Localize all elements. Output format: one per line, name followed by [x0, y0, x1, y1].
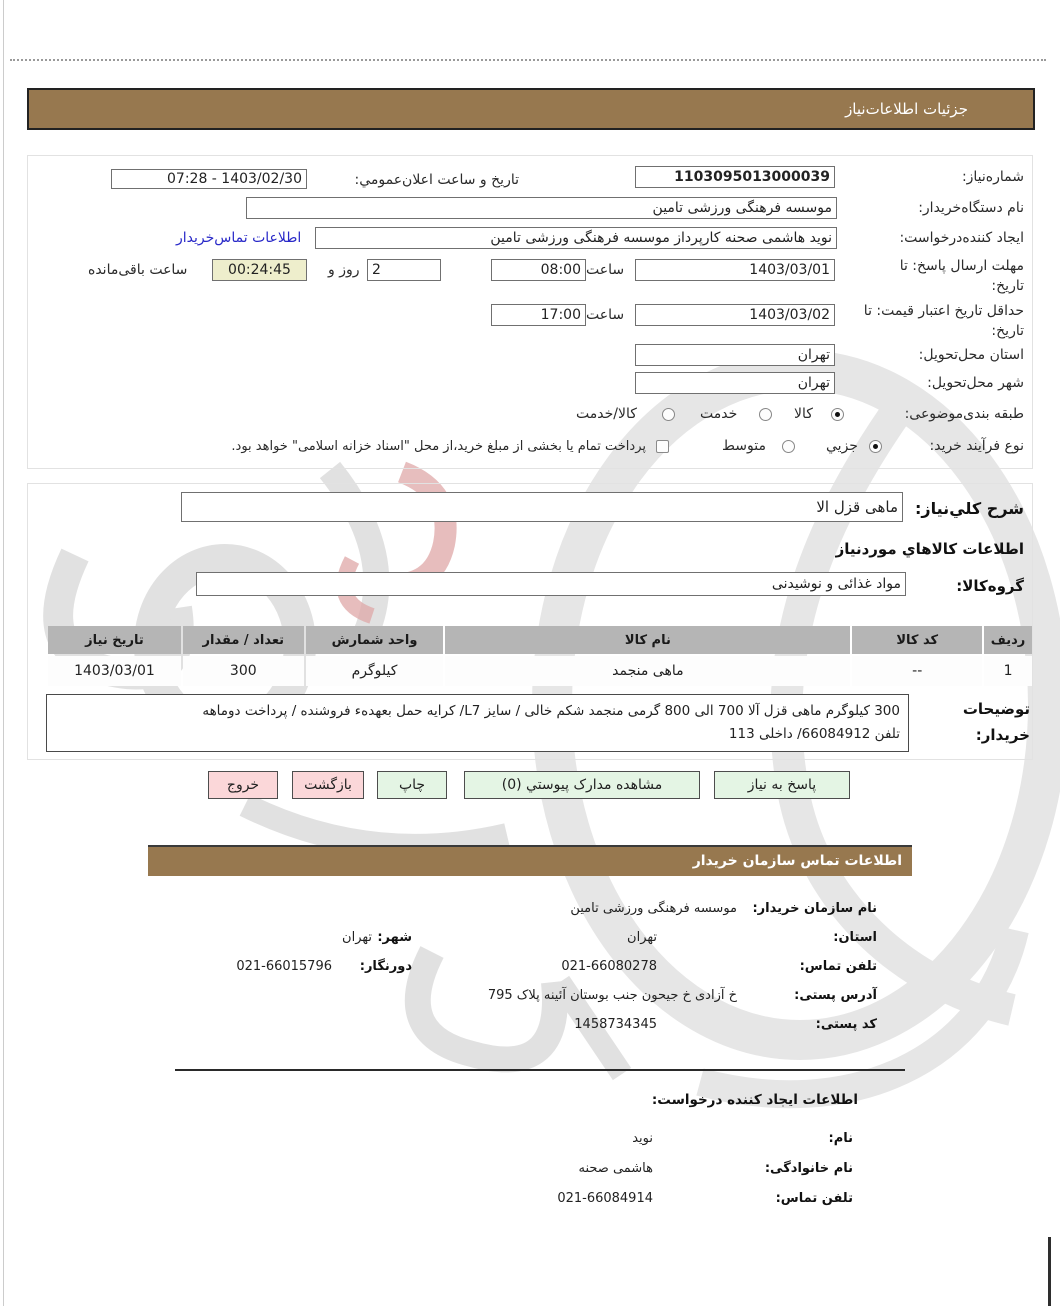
- contact-address-label: آدرس پستی:: [794, 988, 877, 1003]
- goods-group-field[interactable]: مواد غذائی و نوشیدنی: [196, 572, 906, 596]
- subject-radio-goods-label: کالا: [794, 406, 813, 422]
- remaining-days-field[interactable]: 2: [367, 259, 441, 281]
- announce-datetime-field[interactable]: 07:28 - 1403/02/30: [111, 169, 307, 189]
- section-title-buyer-contact-label: اطلاعات تماس سازمان خریدار: [692, 853, 902, 869]
- contact-province-label: استان:: [833, 930, 877, 945]
- process-radio-medium[interactable]: [782, 440, 795, 453]
- items-table-header-row: [48, 626, 1032, 654]
- contact-creator-divider: [175, 1069, 905, 1071]
- process-type-label: نوع فرآیند خرید:: [929, 438, 1024, 454]
- contact-city-label: شهر:: [377, 930, 412, 945]
- price-validity-time-field[interactable]: 17:00: [491, 304, 586, 326]
- need-description-field[interactable]: ماهی قزل الا: [181, 492, 903, 522]
- delivery-city-field[interactable]: تهران: [635, 372, 835, 394]
- cell-row-number: 1: [984, 656, 1032, 686]
- remaining-time-label: ساعت باقی‌مانده: [88, 262, 188, 278]
- section-title-need-details-label: جزئیات اطلاعات‌نیاز: [845, 100, 968, 118]
- col-need-date: تاریخ نیاز: [48, 626, 181, 654]
- creator-first-name-label: نام:: [828, 1131, 853, 1146]
- need-number-field[interactable]: 1103095013000039: [635, 166, 835, 188]
- subject-radio-goods-service-label: کالا/خدمت: [576, 406, 637, 422]
- section-title-need-details: [27, 88, 1035, 130]
- request-creator-label: ایجاد کننده‌درخواست:: [899, 230, 1024, 246]
- reply-deadline-date-field[interactable]: 1403/03/01: [635, 259, 835, 281]
- buyer-notes-line2: تلفن 66084912/ داخلی 113: [728, 725, 900, 742]
- reply-deadline-label: مهلت ارسال پاسخ: تا تاریخ:: [899, 258, 1024, 295]
- items-info-heading: اطلاعات کالاهاي موردنیاز: [835, 540, 1024, 558]
- remaining-time-field: 00:24:45: [212, 259, 307, 281]
- request-creator-field[interactable]: نوید هاشمی صحنه کارپرداز موسسه فرهنگی ورزشی تامین: [315, 227, 837, 249]
- cell-item-name: ماهی منجمد: [445, 656, 850, 686]
- goods-group-label: گروه‌کالا:: [956, 577, 1024, 595]
- need-general-info-panel: [27, 155, 1033, 469]
- reply-to-need-button[interactable]: پاسخ به نیاز: [714, 771, 850, 799]
- announce-datetime-label: تاریخ و ساعت اعلان‌عمومي:: [354, 172, 519, 188]
- col-item-code: کد کالا: [852, 626, 982, 654]
- cell-item-code: --: [852, 656, 982, 686]
- creator-info-heading: اطلاعات ایجاد کننده درخواست:: [651, 1092, 858, 1108]
- buyer-notes-label: توضیحات خریدار:: [962, 700, 1030, 744]
- price-validity-label: حداقل تاریخ اعتبار قیمت: تا تاریخ:: [863, 303, 1024, 340]
- items-table: [46, 624, 1034, 688]
- process-radio-medium-label: متوسط: [722, 438, 766, 454]
- contact-address-value: خ آزادی خ جیحون جنب بوستان آئینه پلاک 795: [487, 988, 737, 1003]
- price-validity-date-field[interactable]: 1403/03/02: [635, 304, 835, 326]
- buyer-notes-box: [46, 694, 909, 752]
- col-item-name: نام کالا: [445, 626, 850, 654]
- creator-phone-label: تلفن تماس:: [775, 1191, 853, 1206]
- creator-last-name-value: هاشمی صحنه: [578, 1161, 653, 1176]
- need-number-label: شماره‌نیاز:: [961, 169, 1024, 185]
- creator-first-name-value: نوید: [632, 1131, 653, 1146]
- section-title-buyer-contact: [148, 845, 912, 876]
- remaining-days-label: روز و: [328, 262, 360, 278]
- contact-postal-value: 1458734345: [574, 1017, 657, 1032]
- top-dotted-divider: [10, 59, 1046, 61]
- contact-fax-label: دورنگار:: [359, 959, 412, 974]
- buyer-contact-link[interactable]: اطلاعات تماس‌خریدار: [176, 230, 302, 246]
- contact-phone-label: تلفن تماس:: [799, 959, 877, 974]
- reply-deadline-hour-label: ساعت: [586, 262, 625, 278]
- cell-unit: کیلوگرم: [306, 656, 444, 686]
- subject-radio-goods-service[interactable]: [662, 408, 675, 421]
- contact-fax-value: 021-66015796: [236, 959, 332, 974]
- price-validity-hour-label: ساعت: [586, 307, 625, 323]
- back-button[interactable]: بازگشت: [292, 771, 364, 799]
- creator-phone-value: 021-66084914: [557, 1191, 653, 1206]
- contact-phone-value: 021-66080278: [561, 959, 657, 974]
- org-name-value: موسسه فرهنگی ورزشی تامین: [570, 901, 737, 916]
- cell-quantity: 300: [183, 656, 304, 686]
- col-row-number: ردیف: [984, 626, 1032, 654]
- bottom-right-divider: [1048, 1237, 1051, 1306]
- page-left-border: [3, 0, 4, 1306]
- delivery-province-label: استان محل‌تحویل:: [918, 347, 1024, 363]
- reply-deadline-time-field[interactable]: 08:00: [491, 259, 586, 281]
- contact-province-value: تهران: [627, 930, 657, 945]
- items-table-row: [48, 656, 1032, 686]
- view-attachments-button[interactable]: مشاهده مدارک پیوستي (0): [464, 771, 700, 799]
- buyer-device-field[interactable]: موسسه فرهنگی ورزشی تامین: [246, 197, 837, 219]
- contact-city-value: تهران: [342, 930, 372, 945]
- process-radio-minor-label: جزیي: [826, 438, 858, 454]
- subject-radio-service[interactable]: [759, 408, 772, 421]
- delivery-province-field[interactable]: تهران: [635, 344, 835, 366]
- treasury-checkbox[interactable]: [656, 440, 669, 453]
- contact-postal-label: کد پستی:: [815, 1017, 877, 1032]
- process-radio-minor[interactable]: [869, 440, 882, 453]
- treasury-checkbox-label: پرداخت تمام یا بخشی از مبلغ خرید،از محل "اسناد خزانه اسلامی" خواهد بود.: [231, 439, 646, 454]
- subject-radio-service-label: خدمت: [700, 406, 738, 422]
- col-quantity: تعداد / مقدار: [183, 626, 304, 654]
- print-button[interactable]: چاپ: [377, 771, 447, 799]
- need-description-label: شرح کلي‌نیاز:: [915, 499, 1024, 518]
- cell-need-date: 1403/03/01: [48, 656, 181, 686]
- org-name-label: نام سازمان خریدار:: [752, 901, 877, 916]
- subject-radio-goods[interactable]: [831, 408, 844, 421]
- buyer-notes-line1: 300 کیلوگرم ماهی قزل آلا 700 الی 800 گرمی منجمد شکم خالی / سایز L7/ کرایه حمل بعهدهء فروشنده / پرداخت دوماهه: [202, 703, 900, 719]
- col-unit: واحد شمارش: [306, 626, 444, 654]
- exit-button[interactable]: خروج: [208, 771, 278, 799]
- need-items-panel: [27, 483, 1033, 760]
- creator-last-name-label: نام خانوادگی:: [764, 1161, 853, 1176]
- subject-class-label: طبقه بندی‌موضوعی:: [904, 406, 1024, 422]
- delivery-city-label: شهر محل‌تحویل:: [927, 375, 1024, 391]
- buyer-device-label: نام دستگاه‌خریدار:: [918, 200, 1024, 216]
